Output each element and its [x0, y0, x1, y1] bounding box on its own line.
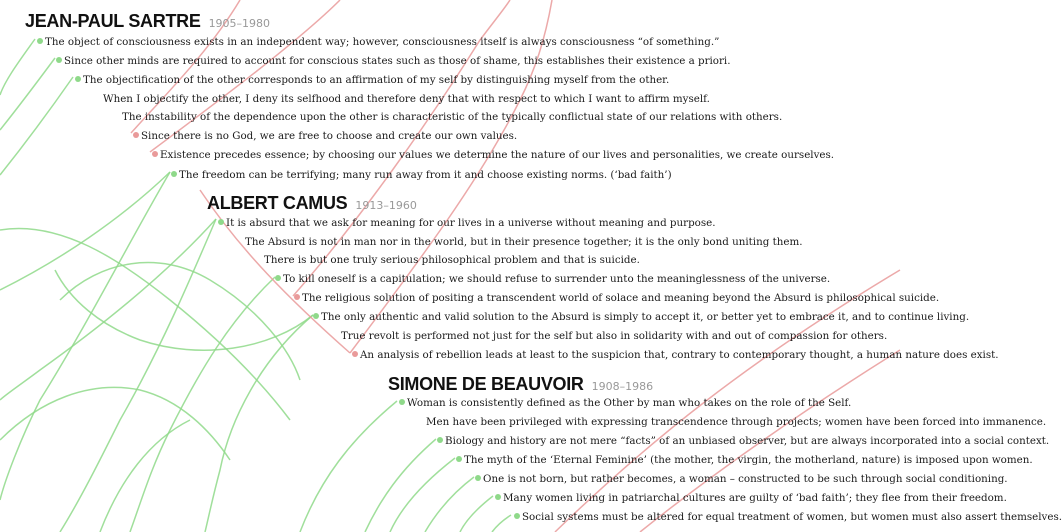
quote-row: [522, 508, 1062, 524]
quote-text: True revolt is performed not just for the self but also in solidarity with and out of compassion for others.: [341, 330, 888, 342]
quote-text: There is but one truly serious philosophical problem and that is suicide.: [264, 254, 640, 266]
quote-text: The only authentic and valid solution to the Absurd is simply to accept it, or better yet to embrace it, and to continue living.: [321, 311, 970, 323]
link-node: [514, 513, 520, 519]
philosopher-name: JEAN-PAUL SARTRE: [25, 11, 201, 31]
link-node: [475, 475, 481, 481]
quote-text: The instability of the dependence upon the other is characteristic of the typically conflictual state of our relations with others.: [122, 111, 783, 123]
quote-row: [483, 470, 1008, 486]
quote-text: Men have been privileged with expressing transcendence through projects; women have been forced into immanence.: [426, 416, 1047, 428]
quote-row: [426, 413, 1046, 429]
quote-text: Woman is consistently defined as the Other by man who takes on the role of the Self.: [407, 397, 852, 409]
philosopher-name: ALBERT CAMUS: [207, 193, 348, 213]
quote-text: Many women living in patriarchal cultures are guilty of ‘bad faith’; they flee from their freedom.: [503, 492, 1007, 504]
quote-text: It is absurd that we ask for meaning for our lives in a universe without meaning and purpose.: [226, 217, 716, 229]
quote-text: The religious solution of positing a transcendent world of solace and meaning beyond the Absurd is philosophical suicide.: [302, 292, 940, 304]
quote-row: [464, 451, 1033, 467]
quote-text: When I objectify the other, I deny its selfhood and therefore deny that with respect to which I want to affirm myself.: [103, 93, 710, 105]
quote-text: To kill oneself is a capitulation; we should refuse to surrender unto the meaninglessness of the universe.: [283, 273, 831, 285]
quote-text: An analysis of rebellion leads at least to the suspicion that, contrary to contemporary thought, a human nature does exist.: [360, 349, 999, 361]
quote-text: Biology and history are not mere “facts” of an unbiased observer, but are always incorporated into a social context.: [445, 435, 1050, 447]
quote-row: [407, 394, 851, 410]
philosopher-header: [388, 374, 653, 395]
quote-text: The Absurd is not in man nor in the world, but in their presence together; it is the only bond uniting them.: [245, 236, 803, 248]
quote-text: The object of consciousness exists in an independent way; however, consciousness itself is always consciousness “of something.”: [45, 36, 720, 48]
philosopher-name: SIMONE DE BEAUVOIR: [388, 374, 584, 394]
quote-text: One is not born, but rather becomes, a woman – constructed to be such through social conditioning.: [483, 473, 1008, 485]
quote-text: Since there is no God, we are free to choose and create our own values.: [141, 130, 518, 142]
link-node: [437, 437, 443, 443]
quote-text: The myth of the ‘Eternal Feminine’ (the mother, the virgin, the motherland, nature) is imposed upon women.: [464, 454, 1033, 466]
philosopher-years: 1905–1980: [208, 17, 271, 30]
link-node: [495, 494, 501, 500]
quote-text: Since other minds are required to account for conscious states such as those of shame, this establishes their existence a priori.: [64, 55, 731, 67]
quote-text: The objectification of the other corresponds to an affirmation of my self by distinguishing myself from the other.: [83, 74, 670, 86]
link-node: [399, 399, 405, 405]
quote-text: Existence precedes essence; by choosing our values we determine the nature of our lives and personalities, we create ourselves.: [160, 149, 835, 161]
philosopher-years: 1908–1986: [591, 380, 654, 393]
quote-text: The freedom can be terrifying; many run away from it and choose existing norms. (‘bad faith’): [179, 169, 672, 181]
philosopher-years: 1913–1960: [355, 199, 417, 212]
quote-text: Social systems must be altered for equal treatment of women, but women must also assert themselves.: [522, 511, 1062, 523]
link-node: [456, 456, 462, 462]
quote-row: [445, 432, 1049, 448]
quote-row: [503, 489, 1007, 505]
